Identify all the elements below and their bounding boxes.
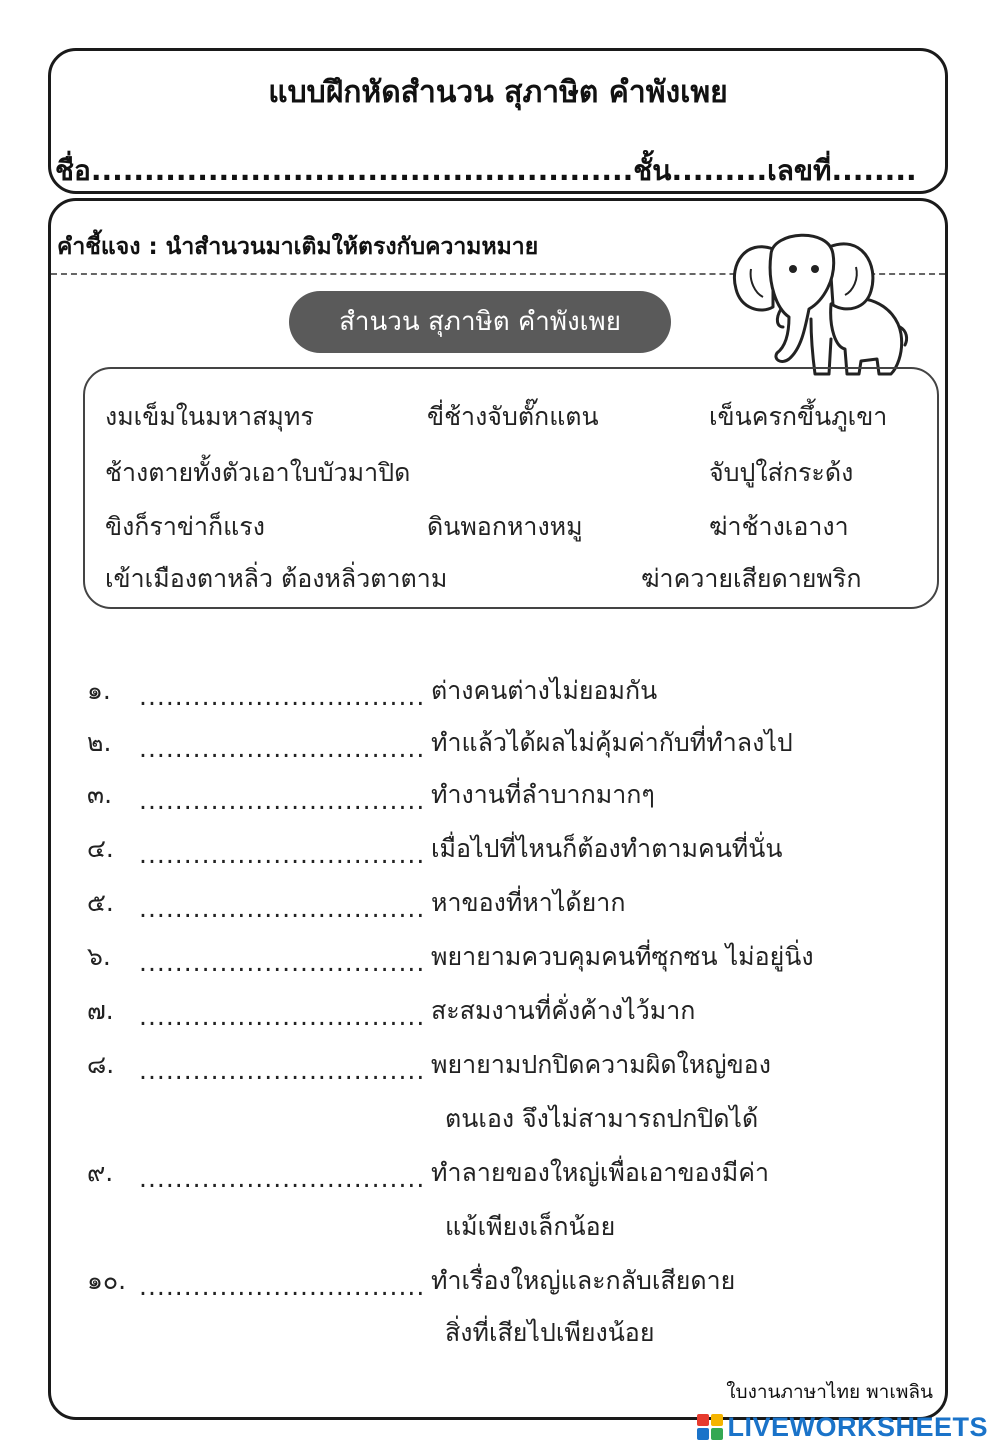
question-meaning: ทำแล้วได้ผลไม่คุ้มค่ากับที่ทำลงไป [431,728,793,757]
question-number: ๑. [87,676,111,705]
answer-blank[interactable]: ................................ [139,1056,426,1085]
question-meaning-continued: แม้เพียงเล็กน้อย [445,1212,616,1241]
question-number: ๗. [87,996,114,1025]
question-meaning: หาของที่หาได้ยาก [431,888,626,917]
word-bank-item: ฆ่าช้างเอางา [709,512,849,541]
word-bank-title-pill: สำนวน สุภาษิต คำพังเพย [289,291,671,353]
question-number: ๒. [87,728,112,757]
answer-blank[interactable]: ................................ [139,1002,426,1031]
answer-blank[interactable]: ................................ [139,786,426,815]
question-row [87,1261,735,1301]
question-row [87,937,814,977]
question-meaning: พยายามควบคุมคนที่ซุกซน ไม่อยู่นิ่ง [431,942,814,971]
answer-blank[interactable]: ................................ [139,1272,426,1301]
elephant-illustration [711,209,911,384]
question-meaning: สะสมงานที่คั่งค้างไว้มาก [431,996,696,1025]
word-bank-item: ช้างตายทั้งตัวเอาใบบัวมาปิด [105,458,411,487]
question-row [87,1153,769,1193]
question-number: ๑๐. [87,1266,127,1295]
question-number: ๓. [87,780,113,809]
word-bank-item: ดินพอกหางหมู [427,512,583,541]
answer-blank[interactable]: ................................ [139,1164,426,1193]
question-number: ๘. [87,1050,115,1079]
question-meaning: ต่างคนต่างไม่ยอมกัน [431,676,658,705]
answer-blank[interactable]: ................................ [139,840,426,869]
answer-blank[interactable]: ................................ [139,894,426,923]
question-meaning: ทำงานที่ลำบากมากๆ [431,780,655,809]
question-number: ๖. [87,942,111,971]
word-bank-item: เข็นครกขึ้นภูเขา [709,402,888,431]
question-row [87,1045,771,1085]
question-meaning: ทำเรื่องใหญ่และกลับเสียดาย [431,1266,736,1295]
question-row [87,671,657,711]
credit-text: ใบงานภาษาไทย พาเพลิน [726,1381,933,1403]
worksheet-title: แบบฝึกหัดสำนวน สุภาษิต คำพังเพย [268,75,728,110]
question-meaning: พยายามปกปิดความผิดใหญ่ของ [431,1050,771,1079]
question-number: ๔. [87,834,114,863]
question-number: ๕. [87,888,114,917]
question-row [87,883,625,923]
word-bank-item: ฆ่าควายเสียดายพริก [641,564,862,593]
word-bank-item: เข้าเมืองตาหลิ่ว ต้องหลิ่วตาตาม [105,564,448,593]
question-meaning: ทำลายของใหญ่เพื่อเอาของมีค่า [431,1158,770,1187]
question-number: ๙. [87,1158,114,1187]
question-row [87,991,695,1031]
question-meaning-continued: ตนเอง จึงไม่สามารถปกปิดได้ [445,1104,759,1133]
question-row [87,829,782,869]
question-meaning-continued: สิ่งที่เสียไปเพียงน้อย [445,1318,655,1347]
word-bank-item: งมเข็มในมหาสมุทร [105,402,314,431]
word-bank-box [83,367,939,609]
answer-blank[interactable]: ................................ [139,948,426,977]
answer-blank[interactable]: ................................ [139,734,426,763]
question-row [87,723,793,763]
header-box [48,48,948,194]
word-bank-item: จับปูใส่กระด้ง [709,458,854,487]
name-class-number-line: ชื่อ...................................................ชั้น.........เลขที่........ [55,154,917,187]
answer-blank[interactable]: ................................ [139,682,426,711]
word-bank-item: ขี่ช้างจับตั๊กแตน [427,402,599,431]
instruction-text: คำชี้แจง : นำสำนวนมาเติมให้ตรงกับความหมาย [57,234,539,260]
question-meaning: เมื่อไปที่ไหนก็ต้องทำตามคนที่นั่น [431,834,783,863]
liveworksheets-grid-icon [697,1414,723,1440]
main-box [48,198,948,1420]
word-bank-item: ขิงก็ราข่าก็แรง [105,512,265,541]
question-row [87,775,655,815]
liveworksheets-logo[interactable] [697,1412,988,1442]
liveworksheets-brand-text: LIVEWORKSHEETS [727,1411,988,1442]
